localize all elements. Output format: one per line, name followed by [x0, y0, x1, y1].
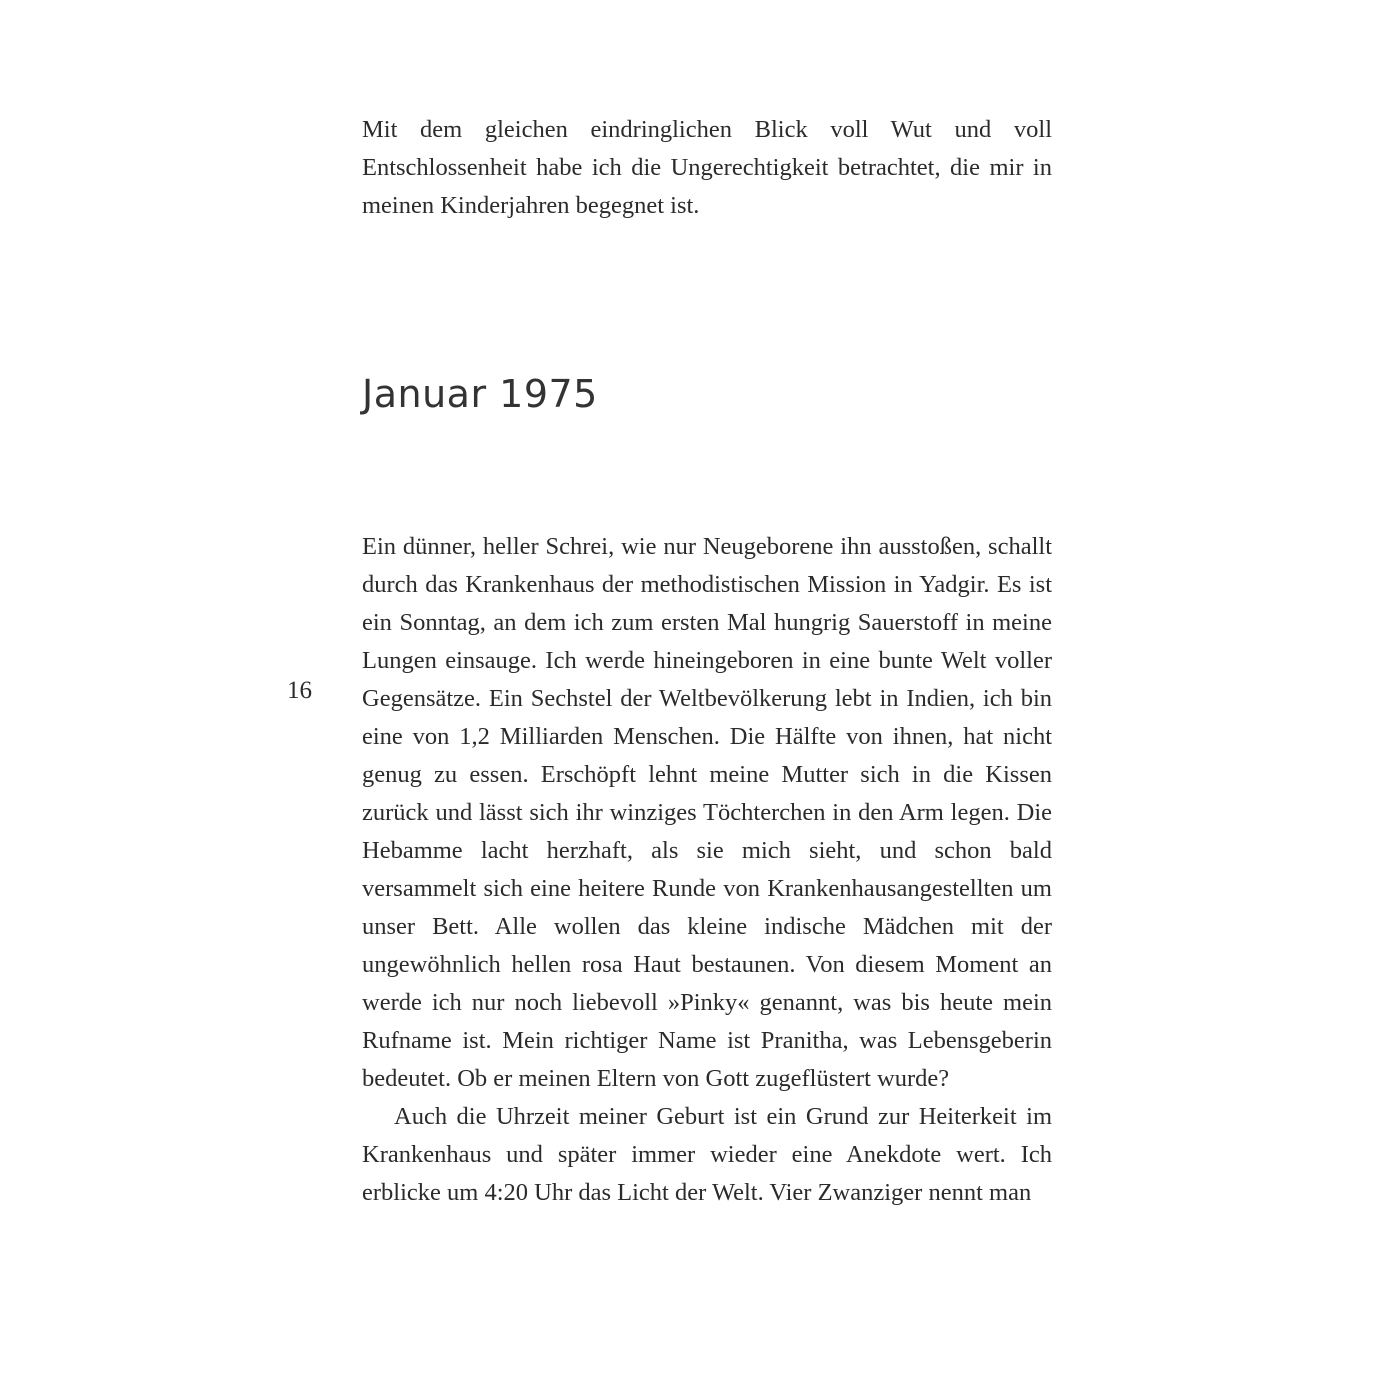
- chapter-heading: Januar 1975: [362, 372, 598, 416]
- body-paragraph-2: Auch die Uhrzeit meiner Geburt ist ein Grund zur Heiterkeit im Krankenhaus und später immer wieder eine Anekdote wert. Ich erblicke um 4:20 Uhr das Licht der Welt. Vier Zwanziger nennt man: [362, 1103, 1052, 1206]
- intro-text: [362, 111, 1052, 225]
- body-paragraph-1: Ein dünner, heller Schrei, wie nur Neugeborene ihn ausstoßen, schallt durch das Krankenhaus der methodistischen Mission in Yadgir. Es ist ein Sonntag, an dem ich zum ersten Mal hungrig Sauerstoff in meine Lungen einsauge. Ich werde hineingeboren in eine bunte Welt voller Gegensätze. Ein Sechstel der Weltbevölkerung lebt in Indien, ich bin eine von 1,2 Milliarden Menschen. Die Hälfte von ihnen, hat nicht genug zu essen. Erschöpft lehnt meine Mutter sich in die Kissen zurück und lässt sich ihr winziges Töchterchen in den Arm legen. Die Hebamme lacht herzhaft, als sie mich sieht, und schon bald versammelt sich eine heitere Runde von Krankenhausangestellten um unser Bett. Alle wollen das kleine indische Mädchen mit der ungewöhnlich hellen rosa Haut bestaunen. Von diesem Moment an werde ich nur noch liebevoll »Pinky« genannt, was bis heute mein Rufname ist. Mein richtiger Name ist Pranitha, was Lebensgeberin bedeutet. Ob er meinen Eltern von Gott zugeflüstert wurde?: [362, 533, 1052, 1092]
- intro-paragraph: Mit dem gleichen eindringlichen Blick voll Wut und voll Entschlossenheit habe ich die Ungerechtigkeit betrachtet, die mir in meinen Kinderjahren begegnet ist.: [362, 116, 1052, 219]
- page-number: 16: [287, 677, 312, 704]
- chapter-body: [362, 528, 1052, 1212]
